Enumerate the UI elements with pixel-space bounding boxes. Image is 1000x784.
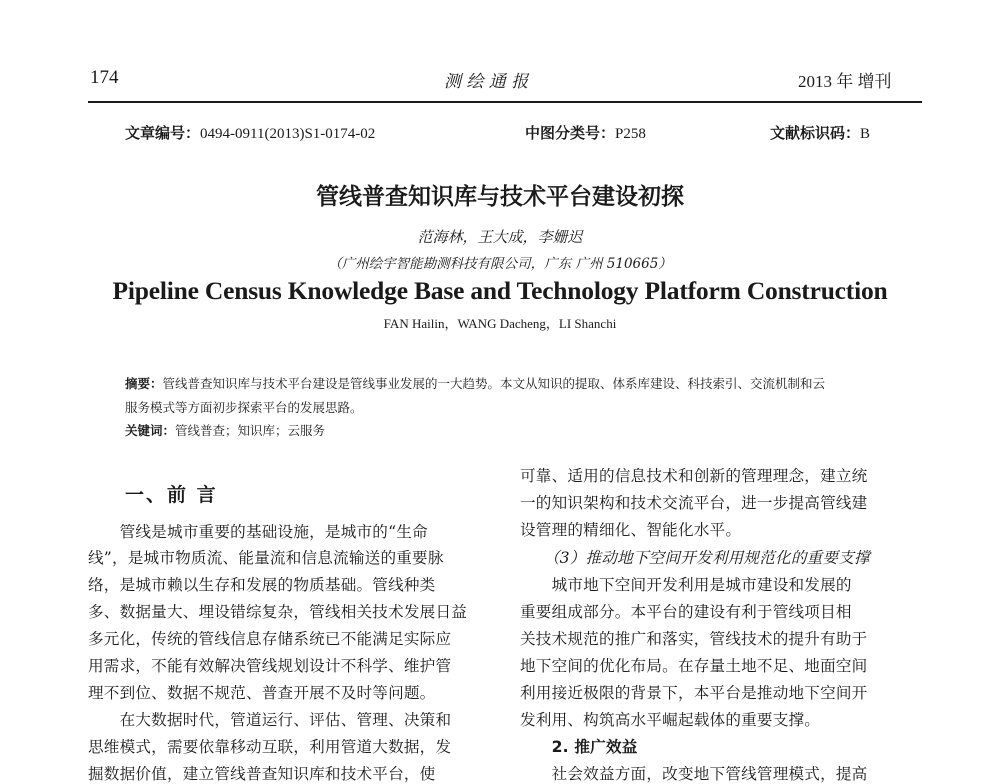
left-column-line: 线”，是城市物质流、能量流和信息流输送的重要脉 — [88, 549, 444, 567]
clc-number — [525, 122, 646, 143]
journal-name: 测 绘 通 报 — [444, 72, 529, 92]
left-column-line: 管线是城市重要的基础设施，是城市的“生命 — [88, 523, 428, 541]
right-column-line: 利用接近极限的背景下，本平台是推动地下空间开 — [520, 684, 868, 702]
clc-value: P258 — [615, 126, 646, 142]
right-column-line: 一的知识架构和技术交流平台，进一步提高管线建 — [520, 494, 868, 512]
subheading-3: （3）推动地下空间开发利用规范化的重要支撑 — [520, 549, 870, 567]
abstract-label: 摘要： — [125, 376, 163, 391]
right-column-line: 发利用、构筑高水平崛起载体的重要支撑。 — [520, 711, 821, 729]
authors-chinese: 范海林，王大成，李姗迟 — [417, 228, 583, 246]
title-chinese: 管线普查知识库与技术平台建设初探 — [316, 184, 684, 210]
issue-info: 2013 年 增刊 — [798, 72, 892, 91]
right-column-line: 城市地下空间开发利用是城市建设和发展的 — [520, 576, 852, 594]
page-number: 174 — [90, 67, 119, 88]
left-column-line: 多元化，传统的管线信息存储系统已不能满足实际应 — [88, 630, 452, 648]
left-column-line: 用需求，不能有效解决管线规划设计不科学、维护管 — [88, 657, 452, 675]
left-column-line: 掘数据价值，建立管线普查知识库和技术平台，使 — [88, 765, 436, 783]
left-column-line: 络，是城市赖以生存和发展的物质基础。管线种类 — [88, 576, 436, 594]
article-number-label: 文章编号： — [125, 124, 201, 142]
title-english: Pipeline Census Knowledge Base and Technology Platform Construction — [112, 276, 888, 305]
keywords — [125, 421, 325, 439]
left-column-line: 思维模式，需要依靠移动互联，利用管道大数据，发 — [88, 738, 452, 756]
right-column-line: 地下空间的优化布局。在存量土地不足、地面空间 — [520, 657, 868, 675]
right-column-line: 关技术规范的推广和落实，管线技术的提升有助于 — [520, 630, 868, 648]
keywords-text: 管线普查；知识库；云服务 — [175, 423, 326, 438]
authors-english: FAN Hailin，WANG Dacheng，LI Shanchi — [383, 316, 617, 331]
left-column-line: 在大数据时代，管道运行、评估、管理、决策和 — [88, 711, 452, 729]
header-rule — [88, 101, 922, 103]
right-column-line: 社会效益方面，改变地下管线管理模式，提高 — [520, 765, 868, 783]
right-column-line: 重要组成部分。本平台的建设有利于管线项目相 — [520, 603, 852, 621]
document-code-label: 文献标识码： — [770, 124, 861, 142]
article-number — [125, 122, 375, 143]
right-column-line: 可靠、适用的信息技术和创新的管理理念，建立统 — [520, 467, 868, 485]
document-code-value: B — [860, 126, 871, 142]
left-column-line: 理不到位、数据不规范、普查开展不及时等问题。 — [88, 684, 436, 702]
left-column-line: 多、数据量大、埋设错综复杂，管线相关技术发展日益 — [88, 603, 468, 621]
abstract-line-2: 服务模式等方面初步探索平台的发展思路。 — [125, 400, 363, 415]
article-number-value: 0494-0911(2013)S1-0174-02 — [200, 126, 376, 142]
abstract-text-1: 管线普查知识库与技术平台建设是管线事业发展的一大趋势。本文从知识的提取、体系库建设、科技索引、交流机制和云 — [162, 376, 826, 391]
clc-label: 中图分类号： — [525, 124, 616, 142]
right-column-line: 设管理的精细化、智能化水平。 — [520, 521, 742, 539]
subheading-2: 2. 推广效益 — [520, 738, 638, 756]
keywords-label: 关键词： — [125, 423, 176, 438]
affiliation-chinese: （广州绘宇智能勘测科技有限公司，广东 广州 510665） — [328, 256, 672, 272]
document-code — [770, 122, 870, 143]
section-heading-introduction: 一、前 言 — [125, 484, 218, 506]
abstract-line-1 — [125, 374, 825, 392]
